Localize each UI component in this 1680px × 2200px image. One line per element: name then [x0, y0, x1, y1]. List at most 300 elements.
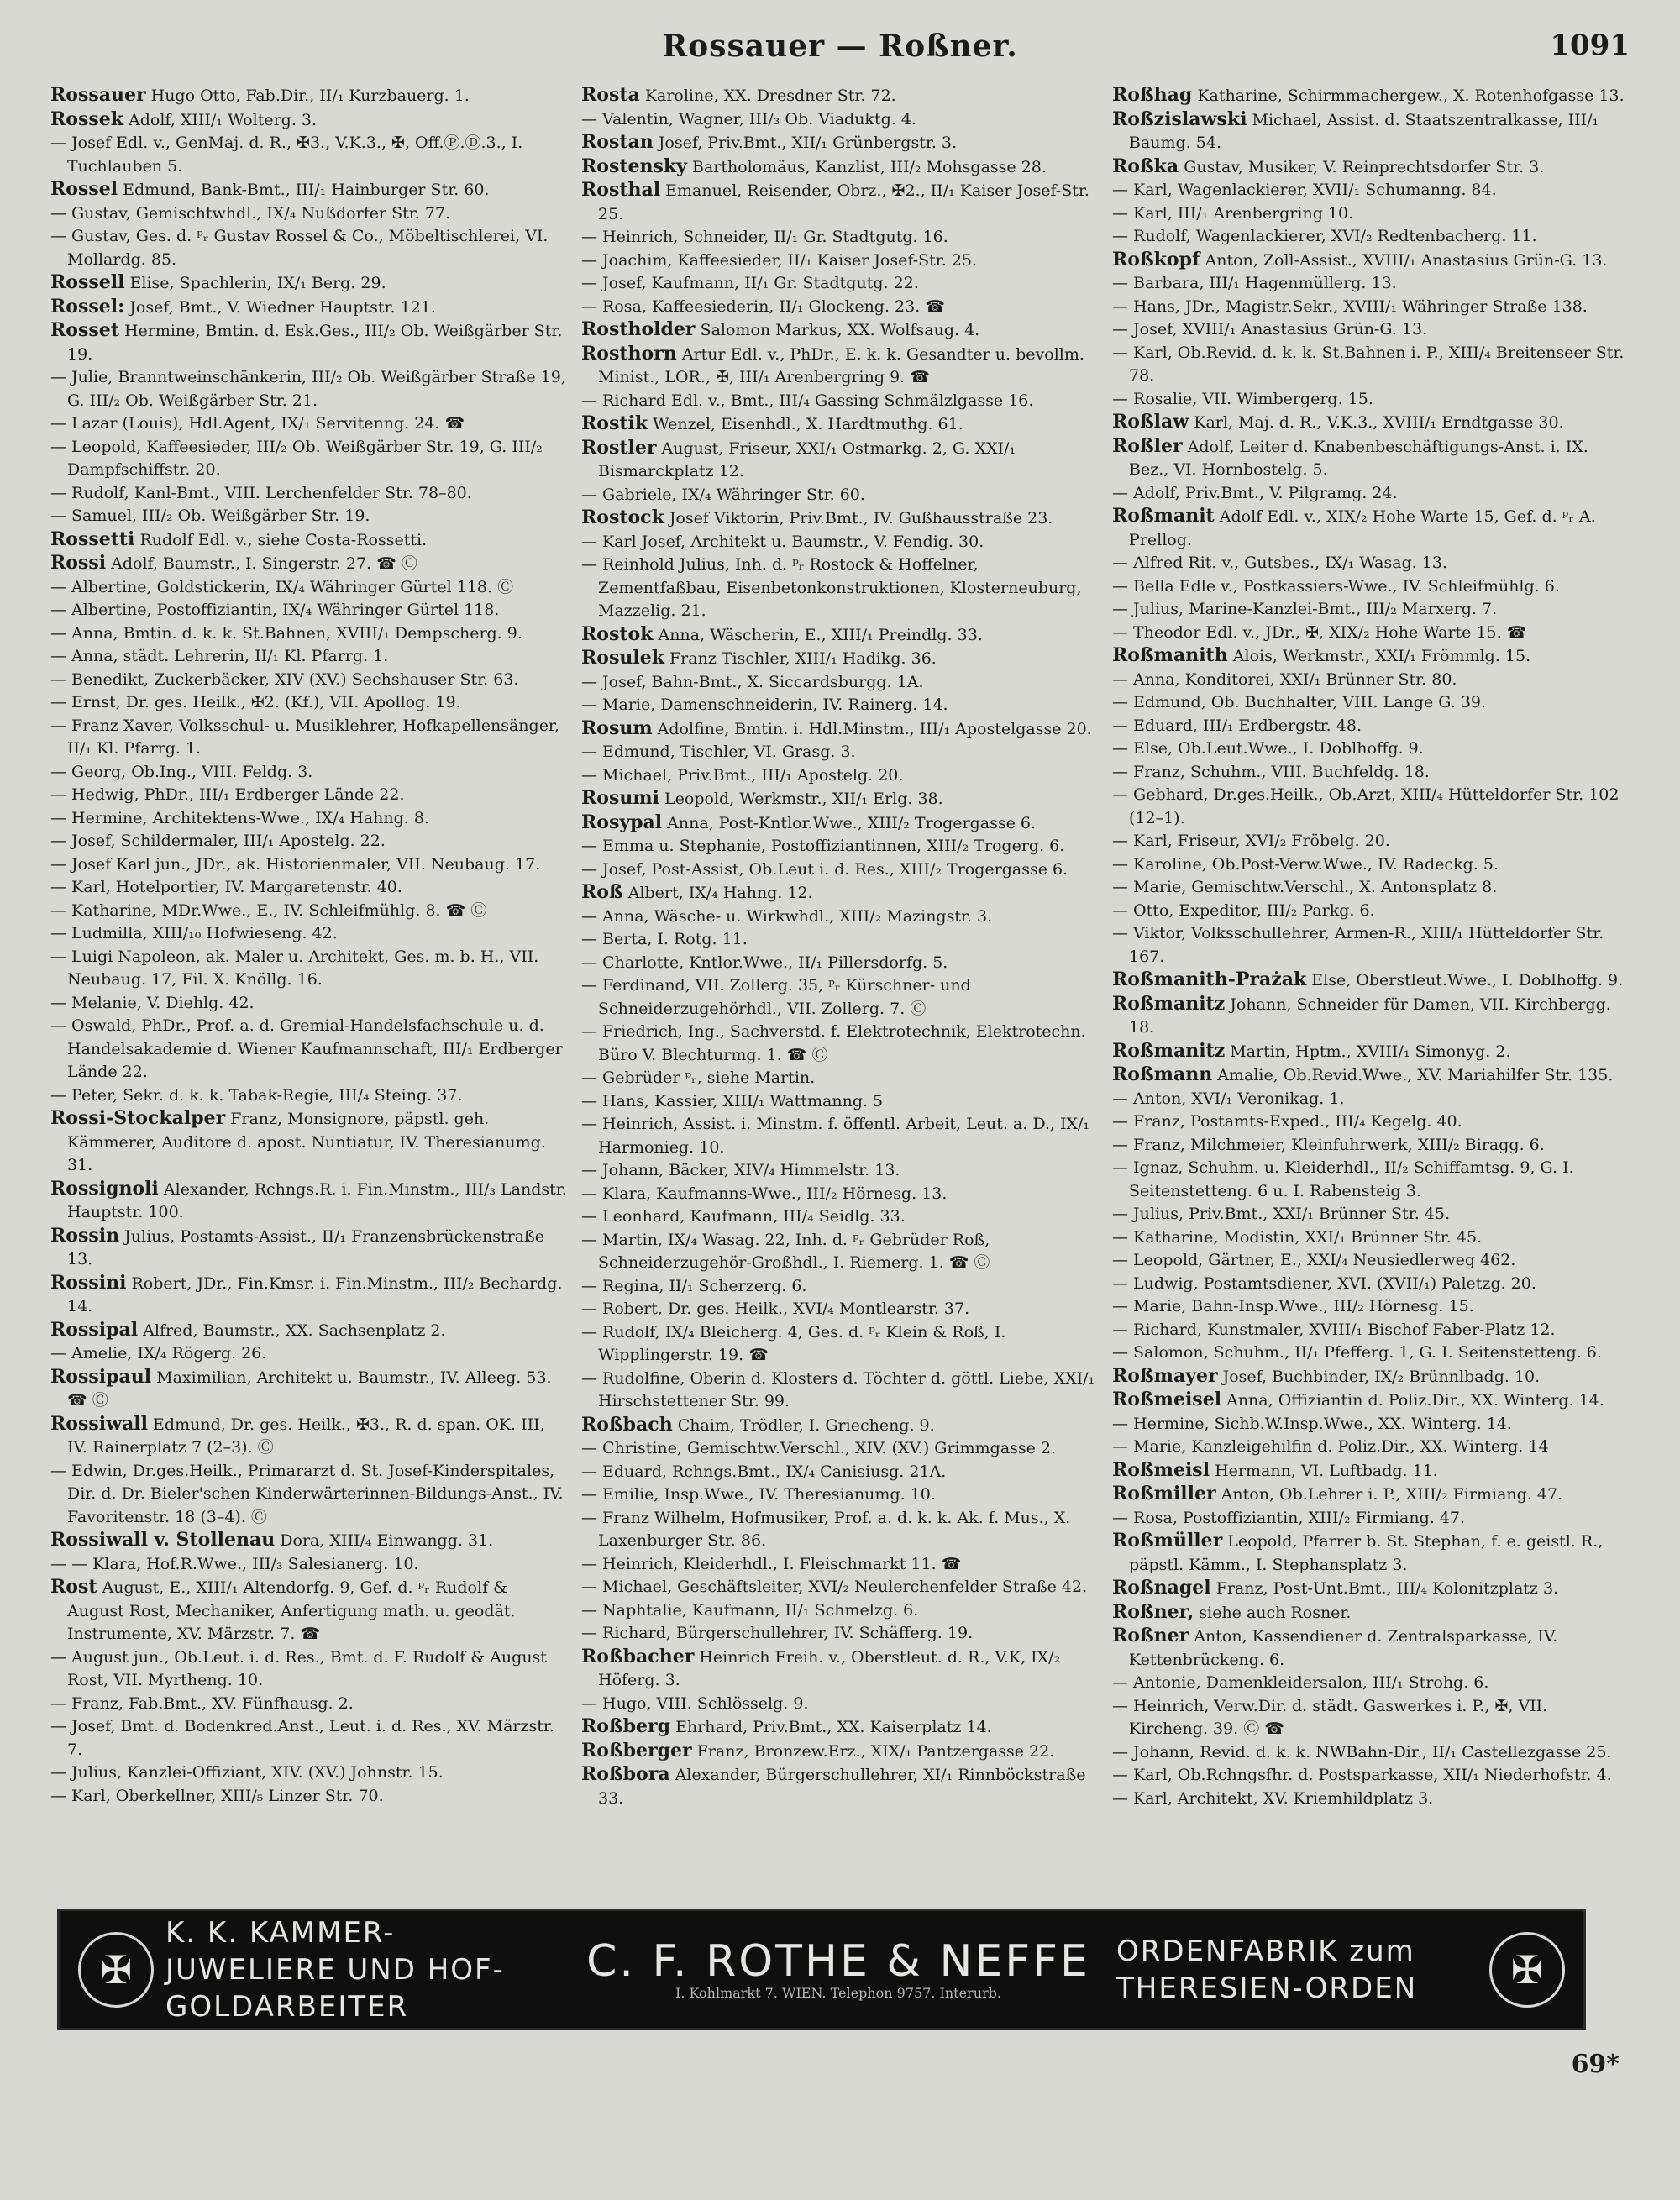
directory-entry	[1112, 1741, 1630, 1765]
entry-details: — Alfred Rit. v., Gutsbes., IX/₁ Wasag. 13.	[1112, 554, 1447, 572]
directory-entry	[50, 599, 568, 622]
directory-entry	[1112, 622, 1630, 645]
entry-details: — Josef, Post-Assist, Ob.Leut i. d. Res., XIII/₂ Trogergasse 6.	[581, 859, 1068, 879]
entry-details: — Anton, XVI/₁ Veronikag. 1.	[1112, 1089, 1345, 1108]
directory-entry	[581, 131, 1099, 155]
directory-entry	[1112, 1040, 1630, 1064]
directory-entry	[50, 296, 568, 320]
entry-surname: Rosum	[581, 717, 653, 739]
directory-entry	[1112, 1365, 1630, 1389]
ad-left-text: K. K. KAMMER-JUWELIERE UND HOF-GOLDARBEITER	[165, 1915, 505, 2024]
entry-details: Franz Tischler, XIII/₁ Hadikg. 36.	[669, 649, 937, 668]
entry-surname: Roßmiller	[1112, 1483, 1216, 1504]
entry-details: — Karl, Oberkellner, XIII/₅ Linzer Str. 70.	[50, 1786, 384, 1805]
entry-surname: Rossel	[50, 178, 118, 200]
directory-entry	[581, 1021, 1099, 1067]
entry-surname: Rossi-Stockalper	[50, 1107, 226, 1129]
ad-center	[572, 1935, 1105, 2002]
directory-entry	[581, 1553, 1099, 1577]
entry-details: Elise, Spachlerin, IX/₁ Berg. 29.	[129, 274, 386, 292]
directory-entry	[581, 531, 1099, 554]
entry-details: Josef Viktorin, Priv.Bmt., IV. Gußhausstraße 23.	[669, 509, 1053, 528]
directory-entry	[1112, 342, 1630, 388]
directory-entry	[1112, 1226, 1630, 1250]
entry-details: — Albertine, Postoffiziantin, IX/₄ Währinger Gürtel 118.	[50, 601, 500, 619]
directory-entry	[50, 576, 568, 600]
entry-details: — Reinhold Julius, Inh. d. ᵖᵣ Rostock & Hoffelner, Zementfaßbau, Eisenbetonkonstruktionen, Klosterneuburg, Mazzelig. 21.	[581, 555, 1082, 620]
entry-details: Maximilian, Architekt u. Baumstr., IV. Alleeg. 53. ☎ Ⓒ	[67, 1368, 552, 1410]
directory-entry	[581, 1159, 1099, 1183]
entry-details: — Franz, Schuhm., VIII. Buchfeldg. 18.	[1112, 762, 1430, 781]
directory-entry	[581, 390, 1099, 413]
entry-details: — Ludwig, Postamtsdiener, XVI. (XVII/₁) Paletzg. 20.	[1112, 1273, 1536, 1293]
entry-details: Anton, Zoll-Assist., XVIII/₁ Anastasius Grün-G. 13.	[1205, 250, 1608, 270]
directory-entry	[50, 1576, 568, 1646]
entry-surname: Roßkopf	[1112, 248, 1200, 270]
directory-entry	[581, 671, 1099, 695]
entry-details: — Katharine, Modistin, XXI/₁ Brünner Str. 45.	[1112, 1227, 1483, 1247]
entry-details: Martin, Hptm., XVIII/₁ Simonyg. 2.	[1230, 1042, 1511, 1061]
ad-brand: C. F. ROTHE & NEFFE	[586, 1935, 1090, 1987]
entry-surname: Roßnagel	[1112, 1577, 1211, 1599]
entry-details: — Emma u. Stephanie, Postoffiziantinnen, XIII/₂ Trogerg. 6.	[581, 837, 1065, 855]
entry-details: Edmund, Dr. ges. Heilk., ✠3., R. d. span. OK. III, IV. Rainerplatz 7 (2–3). Ⓒ	[67, 1415, 545, 1457]
entry-details: — Julius, Marine-Kanzlei-Bmt., III/₂ Marxerg. 7.	[1112, 600, 1498, 618]
entry-details: — Otto, Expeditor, III/₂ Parkg. 6.	[1112, 900, 1375, 920]
entry-surname: Rostholder	[581, 318, 696, 340]
directory-entry	[1112, 1436, 1630, 1459]
entry-details: — Marie, Gemischtw.Verschl., X. Antonsplatz 8.	[1112, 878, 1498, 896]
entry-details: — Heinrich, Assist. i. Minstm. f. öffentl. Arbeit, Leut. a. D., IX/₁ Harmonieg. 10.	[581, 1115, 1090, 1157]
entry-surname: Roßner	[1112, 1625, 1189, 1646]
directory-entry	[1112, 715, 1630, 738]
directory-entry	[50, 1342, 568, 1366]
entry-surname: Roßmüller	[1112, 1530, 1223, 1552]
entry-details: — Berta, I. Rotg. 11.	[581, 930, 748, 948]
entry-details: — Robert, Dr. ges. Heilk., XVI/₄ Montlearstr. 37.	[581, 1300, 970, 1318]
entry-details: — Eduard, Rchngs.Bmt., IX/₄ Canisiusg. 21A.	[581, 1462, 947, 1481]
entry-details: — Gustav, Gemischtwhdl., IX/₄ Nußdorfer Str. 77.	[50, 203, 451, 223]
entry-surname: Roßmanitz	[1112, 1039, 1226, 1062]
directory-entry	[1112, 1483, 1630, 1507]
entry-details: — Charlotte, Kntlor.Wwe., II/₁ Pillersdorfg. 5.	[581, 953, 948, 972]
directory-entry	[581, 928, 1099, 952]
directory-entry	[1112, 1249, 1630, 1273]
entry-details: — Karl, III/₁ Arenbergring 10.	[1112, 203, 1354, 223]
entry-details: — — Klara, Hof.R.Wwe., III/₃ Salesianerg. 10.	[50, 1554, 419, 1573]
entry-details: Dora, XIII/₄ Einwangg. 31.	[280, 1531, 494, 1550]
entry-surname: Roßmeisel	[1112, 1389, 1222, 1410]
entry-details: — Lazar (Louis), Hdl.Agent, IX/₁ Servitenng. 24. ☎	[50, 414, 465, 433]
directory-entry	[581, 437, 1099, 484]
directory-entry	[50, 645, 568, 669]
entry-details: Adolf, XIII/₁ Wolterg. 3.	[129, 110, 318, 129]
entry-details: — Marie, Kanzleigehilfin d. Poliz.Dir., XX. Winterg. 14	[1112, 1437, 1549, 1456]
directory-entry	[1112, 1342, 1630, 1365]
entry-surname: Rossipal	[50, 1318, 139, 1341]
ad-address: I. Kohlmarkt 7. WIEN. Telephon 9757. Interurb.	[675, 1984, 1001, 2001]
directory-entry	[1112, 598, 1630, 622]
directory-entry	[581, 1090, 1099, 1114]
entry-details: — Josef, XVIII/₁ Anastasius Grün-G. 13.	[1112, 320, 1428, 339]
entry-surname: Roßmann	[1112, 1063, 1213, 1085]
entry-surname: Rossell	[50, 271, 125, 293]
entry-details: — Hermine, Sichb.W.Insp.Wwe., XX. Winterg. 14.	[1112, 1414, 1512, 1433]
entry-details: — August jun., Ob.Leut. i. d. Res., Bmt. d. F. Rudolf & August Rost, VII. Myrtheng. 10.	[50, 1647, 547, 1689]
directory-entry	[50, 1015, 568, 1084]
directory-entry	[50, 202, 568, 226]
entry-surname: Rossek	[50, 108, 123, 130]
directory-entry	[581, 1693, 1099, 1716]
entry-details: — Benedikt, Zuckerbäcker, XIV (XV.) Sechshauser Str. 63.	[50, 669, 519, 689]
order-cross-icon: ✠	[1489, 1932, 1565, 2008]
entry-details: — Naphtalie, Kaufmann, II/₁ Schmelzg. 6.	[581, 1600, 919, 1620]
directory-entry	[581, 1576, 1099, 1599]
entry-details: Robert, JDr., Fin.Kmsr. i. Fin.Minstm., III/₂ Bechardg. 14.	[67, 1273, 563, 1315]
directory-entry	[50, 225, 568, 271]
entry-details: Alexander, Bürgerschullehrer, XI/₁ Rinnböckstraße 33.	[598, 1766, 1086, 1806]
entry-details: — Albertine, Goldstickerin, IX/₄ Währinger Gürtel 118. Ⓒ	[50, 577, 514, 596]
directory-entry	[50, 178, 568, 202]
directory-entry	[1112, 575, 1630, 599]
entry-surname: Roßler	[1112, 434, 1183, 457]
entry-details: — Michael, Geschäftsleiter, XVI/₂ Neulerchenfelder Straße 42.	[581, 1578, 1088, 1596]
entry-details: Ehrhard, Priv.Bmt., XX. Kaiserplatz 14.	[675, 1718, 992, 1736]
entry-details: — Gebhard, Dr.ges.Heilk., Ob.Arzt, XIII/₄ Hütteldorfer Str. 102 (12–1).	[1112, 785, 1620, 827]
entry-details: — Amelie, IX/₄ Rögerg. 26.	[50, 1344, 267, 1363]
directory-entry	[581, 1461, 1099, 1484]
directory-entry	[1112, 272, 1630, 296]
entry-details: — Josef Karl jun., JDr., ak. Historienmaler, VII. Neubaug. 17.	[50, 854, 541, 874]
entry-details: — Richard, Bürgerschullehrer, IV. Schäfferg. 19.	[581, 1624, 974, 1642]
directory-entry	[1112, 669, 1630, 692]
entry-surname: Rostock	[581, 507, 664, 528]
entry-details: — Antonie, Damenkleidersalon, III/₁ Strohg. 6.	[1112, 1673, 1489, 1692]
entry-details: Emanuel, Reisender, Obrz., ✠2., II/₁ Kaiser Josef-Str. 25.	[598, 181, 1089, 223]
directory-entry	[581, 1715, 1099, 1740]
directory-entry	[50, 992, 568, 1016]
directory-column-1	[50, 84, 568, 1806]
directory-entry	[1112, 1459, 1630, 1483]
entry-details: Josef, Buchbinder, IX/₂ Brünnlbadg. 10.	[1222, 1367, 1541, 1386]
entry-details: — Oswald, PhDr., Prof. a. d. Gremial-Handelsfachschule u. d. Handelsakademie d. Wiener Kaufmannschaft, III/₁ Erdberger Lände 22.	[50, 1016, 563, 1081]
entry-details: Franz, Bronzew.Erz., XIX/₁ Pantzergasse 22.	[696, 1741, 1055, 1761]
directory-entry	[581, 1740, 1099, 1764]
entry-details: — Marie, Damenschneiderin, IV. Rainerg. 14.	[581, 696, 948, 714]
directory-entry	[1112, 1063, 1630, 1088]
directory-entry	[1112, 969, 1630, 993]
directory-entry	[1112, 1319, 1630, 1342]
entry-details: Katharine, Schirmmachergew., X. Rotenhofgasse 13.	[1197, 87, 1625, 105]
directory-entry	[581, 1646, 1099, 1693]
entry-details: — Josef, Bahn-Bmt., X. Siccardsburgg. 1A.	[581, 672, 924, 691]
entry-details: — Ignaz, Schuhm. u. Kleiderhdl., II/₂ Schiffamtsg. 9, G. I. Seitenstetteng. 6 u. I. Rabensteig 3.	[1112, 1158, 1574, 1200]
entry-details: Anton, Ob.Lehrer i. P., XIII/₂ Firmiang. 47.	[1221, 1485, 1563, 1504]
entry-details: Adolf Edl. v., XIX/₂ Hohe Warte 15, Gef. d. ᵖᵣ A. Prellog.	[1129, 507, 1596, 549]
entry-details: — Edwin, Dr.ges.Heilk., Primararzt d. St. Josef-Kinderspitales, Dir. d. Dr. Bieler'schen Kinderwärterinnen-Bildungs-Anst., IV. Favoritenstr. 18 (3–4). Ⓒ	[50, 1461, 564, 1526]
directory-entry	[50, 1693, 568, 1716]
entry-details: Hermine, Bmtin. d. Esk.Ges., III/₂ Ob. Weißgärber Str. 19.	[67, 322, 563, 364]
directory-entry	[50, 691, 568, 715]
entry-details: — Friedrich, Ing., Sachverstd. f. Elektrotechnik, Elektrotechn. Büro V. Blechturmg. 1. ☎ Ⓒ	[581, 1022, 1086, 1064]
directory-entry	[50, 1646, 568, 1693]
entry-details: — Leopold, Kaffeesieder, III/₂ Ob. Weißgärber Str. 19, G. III/₂ Dampfschiffstr. 20.	[50, 437, 543, 479]
entry-details: Anna, Post-Kntlor.Wwe., XIII/₂ Trogergasse 6.	[667, 813, 1036, 832]
directory-entry	[1112, 225, 1630, 249]
directory-columns	[50, 84, 1630, 1806]
entry-details: — Johann, Bäcker, XIV/₄ Himmelstr. 13.	[581, 1161, 900, 1179]
entry-details: — Franz, Postamts-Exped., III/₄ Kegelg. 40.	[1112, 1112, 1462, 1131]
entry-details: — Anna, Bmtin. d. k. k. St.Bahnen, XVIII/₁ Dempscherg. 9.	[50, 623, 522, 643]
entry-details: Artur Edl. v., PhDr., E. k. k. Gesandter u. bevollm. Minist., LOR., ✠, III/₁ Arenbergring 9. ☎	[598, 344, 1084, 386]
directory-entry	[581, 1067, 1099, 1090]
directory-entry	[50, 366, 568, 412]
entry-details: — Karl, Hotelportier, IV. Margaretenstr. 40.	[50, 878, 402, 896]
entry-details: — Anna, Konditorei, XXI/₁ Brünner Str. 80.	[1112, 669, 1457, 689]
directory-entry	[1112, 993, 1630, 1040]
directory-entry	[50, 1319, 568, 1343]
entry-details: — Katharine, MDr.Wwe., E., IV. Schleifmühlg. 8. ☎ Ⓒ	[50, 900, 487, 920]
directory-entry	[581, 296, 1099, 319]
entry-details: Julius, Postamts-Assist., II/₁ Franzensbrückenstraße 13.	[67, 1226, 544, 1268]
entry-details: — Gustav, Ges. d. ᵖᵣ Gustav Rossel & Co., Möbeltischlerei, VI. Mollardg. 85.	[50, 227, 549, 269]
directory-entry	[581, 108, 1099, 132]
entry-surname: Rossini	[50, 1271, 127, 1294]
directory-entry	[581, 1483, 1099, 1507]
entry-surname: Roßlaw	[1112, 411, 1189, 433]
entry-details: — Julius, Priv.Bmt., XXI/₁ Brünner Str. 45.	[1112, 1205, 1450, 1223]
entry-details: — Rosa, Postoffiziantin, XIII/₂ Firmiang. 47.	[1112, 1508, 1466, 1527]
entry-surname: Rosthorn	[581, 342, 677, 365]
directory-entry	[1112, 922, 1630, 969]
directory-entry	[50, 1460, 568, 1530]
entry-details: — Franz Wilhelm, Hofmusiker, Prof. a. d. k. k. Ak. f. Mus., X. Laxenburger Str. 86.	[581, 1508, 1071, 1550]
entry-details: — Richard Edl. v., Bmt., III/₄ Gassing Schmälzlgasse 16.	[581, 391, 1034, 410]
directory-entry	[50, 132, 568, 178]
directory-entry	[50, 1272, 568, 1319]
entry-surname: Rossignoli	[50, 1177, 159, 1200]
entry-details: — Richard, Kunstmaler, XVIII/₁ Bischof Faber-Platz 12.	[1112, 1320, 1556, 1339]
entry-details: — Julius, Kanzlei-Offiziant, XIV. (XV.) Johnstr. 15.	[50, 1763, 444, 1782]
entry-details: — Marie, Bahn-Insp.Wwe., III/₂ Hörnesg. 15.	[1112, 1297, 1474, 1315]
entry-details: — Gebrüder ᵖᵣ, siehe Martin.	[581, 1068, 816, 1087]
entry-surname: Rost	[50, 1576, 97, 1598]
entry-surname: Rostok	[581, 622, 654, 645]
directory-entry	[581, 1599, 1099, 1623]
directory-entry	[581, 952, 1099, 975]
entry-details: — Gabriele, IX/₄ Währinger Str. 60.	[581, 485, 865, 504]
directory-entry	[50, 1084, 568, 1108]
entry-details: — Luigi Napoleon, ak. Maler u. Architekt, Ges. m. b. H., VII. Neubaug. 17, Fil. X. Knöllg. 16.	[50, 947, 539, 989]
directory-entry	[1112, 1295, 1630, 1319]
directory-entry	[50, 108, 568, 133]
directory-entry	[581, 1205, 1099, 1229]
directory-entry	[1112, 644, 1630, 669]
directory-entry	[50, 528, 568, 553]
entry-surname: Rostik	[581, 412, 648, 434]
entry-details: — Rudolfine, Oberin d. Klosters d. Töchter d. göttl. Liebe, XXI/₁ Hirschstettener Str. 99.	[581, 1368, 1095, 1410]
entry-details: — Hans, JDr., Magistr.Sekr., XVIII/₁ Währinger Straße 138.	[1112, 297, 1588, 316]
entry-surname: Roßbora	[581, 1763, 670, 1785]
directory-entry	[50, 830, 568, 853]
directory-entry	[581, 1229, 1099, 1275]
entry-details: — Heinrich, Kleiderhdl., I. Fleischmarkt 11. ☎	[581, 1554, 962, 1573]
entry-details: — Ferdinand, VII. Zollerg. 35, ᵖᵣ Kürschner- und Schneiderzugehörhdl., VII. Zollerg. 7. Ⓒ	[581, 976, 971, 1018]
directory-entry	[1112, 1088, 1630, 1111]
directory-entry	[50, 1225, 568, 1272]
entry-surname: Roßner,	[1112, 1600, 1194, 1623]
entry-details: Michael, Assist. d. Staatszentralkasse, III/₁ Baumg. 54.	[1129, 110, 1599, 152]
entry-details: — Karl, Wagenlackierer, XVII/₁ Schumanng. 84.	[1112, 181, 1497, 199]
directory-entry	[50, 412, 568, 436]
directory-entry	[581, 226, 1099, 249]
entry-details: Amalie, Ob.Revid.Wwe., XV. Mariahilfer Str. 135.	[1217, 1066, 1614, 1084]
entry-details: — Edmund, Tischler, VI. Grasg. 3.	[581, 743, 856, 761]
page-number: 1091	[1550, 29, 1630, 62]
directory-entry	[50, 784, 568, 807]
directory-entry	[1112, 155, 1630, 180]
page-header	[50, 29, 1630, 79]
entry-surname: Rossi	[50, 552, 107, 574]
directory-entry	[50, 1413, 568, 1460]
directory-entry	[581, 1321, 1099, 1368]
entry-details: Adolf, Baumstr., I. Singerstr. 27. ☎ Ⓒ	[111, 554, 417, 573]
directory-entry	[1112, 1157, 1630, 1203]
directory-entry	[581, 272, 1099, 296]
entry-details: — Leonhard, Kaufmann, III/₄ Seidlg. 33.	[581, 1207, 906, 1226]
entry-details: Anna, Wäscherin, E., XIII/₁ Preindlg. 33.	[658, 625, 983, 644]
directory-entry	[1112, 1413, 1630, 1436]
entry-details: — Valentin, Wagner, III/₃ Ob. Viaduktg. 4.	[581, 109, 916, 129]
entry-details: Heinrich Freih. v., Oberstleut. d. R., V.K, IX/₂ Höferg. 3.	[598, 1647, 1061, 1689]
directory-entry	[1112, 202, 1630, 226]
directory-entry	[581, 835, 1099, 858]
directory-entry	[50, 761, 568, 785]
directory-entry	[50, 84, 568, 108]
entry-details: Salomon Markus, XX. Wolfsaug. 4.	[700, 321, 980, 339]
entry-surname: Rosulek	[581, 647, 664, 669]
directory-entry	[1112, 1601, 1630, 1625]
directory-entry	[1112, 84, 1630, 108]
directory-entry	[1112, 691, 1630, 715]
directory-entry	[581, 1183, 1099, 1206]
entry-surname: Roßmayer	[1112, 1364, 1218, 1387]
directory-entry	[1112, 1203, 1630, 1226]
entry-surname: Roßbach	[581, 1413, 673, 1436]
directory-entry	[581, 647, 1099, 671]
directory-entry	[50, 1715, 568, 1762]
directory-entry	[1112, 108, 1630, 155]
directory-entry	[50, 482, 568, 506]
entry-surname: Roßmanit	[1112, 505, 1215, 527]
entry-details: — Bella Edle v., Postkassiers-Wwe., IV. Schleifmühlg. 6.	[1112, 576, 1560, 596]
ad-right-text: ORDENFABRIK zum THERESIEN-ORDEN	[1116, 1934, 1418, 2005]
entry-details: Leopold, Werkmstr., XII/₁ Erlg. 38.	[664, 790, 943, 808]
directory-entry	[581, 343, 1099, 390]
entry-surname: Roßzislawski	[1112, 108, 1247, 130]
directory-entry	[581, 764, 1099, 788]
entry-details: — Hans, Kassier, XIII/₁ Wattmanng. 5	[581, 1091, 884, 1111]
directory-entry	[50, 876, 568, 900]
directory-entry	[1112, 1389, 1630, 1413]
entry-details: Anna, Offiziantin d. Poliz.Dir., XX. Winterg. 14.	[1226, 1391, 1604, 1410]
directory-entry	[581, 906, 1099, 929]
directory-entry	[581, 717, 1099, 742]
directory-entry	[581, 179, 1099, 226]
directory-column-3	[1112, 84, 1630, 1806]
directory-entry	[581, 974, 1099, 1021]
directory-entry	[1112, 900, 1630, 923]
directory-entry	[50, 1107, 568, 1178]
entry-surname: Rosta	[581, 84, 640, 106]
directory-entry	[581, 507, 1099, 531]
entry-surname: Roßmanitz	[1112, 992, 1226, 1015]
entry-details: — Viktor, Volksschullehrer, Armen-R., XIII/₁ Hütteldorfer Str. 167.	[1112, 924, 1604, 966]
entry-details: — Heinrich, Verw.Dir. d. städt. Gaswerkes i. P., ✠, VII. Kircheng. 39. Ⓒ ☎	[1112, 1696, 1548, 1738]
entry-details: Bartholomäus, Kanzlist, III/₂ Mohsgasse 28.	[691, 157, 1047, 176]
directory-entry	[1112, 249, 1630, 273]
directory-entry	[581, 1275, 1099, 1299]
entry-details: Hugo Otto, Fab.Dir., II/₁ Kurzbauerg. 1.	[150, 87, 470, 105]
directory-entry	[1112, 1111, 1630, 1134]
entry-surname: Roßmanith	[1112, 644, 1228, 666]
entry-details: — Johann, Revid. d. k. k. NWBahn-Dir., II/₁ Castellezgasse 25.	[1112, 1742, 1612, 1762]
entry-details: — Heinrich, Schneider, II/₁ Gr. Stadtgutg. 16.	[581, 228, 948, 246]
directory-entry	[1112, 411, 1630, 435]
directory-entry	[581, 1113, 1099, 1159]
directory-entry	[1112, 1672, 1630, 1695]
directory-entry	[50, 622, 568, 646]
directory-entry	[1112, 435, 1630, 482]
entry-surname: Roßka	[1112, 155, 1179, 177]
directory-entry	[50, 669, 568, 692]
directory-entry	[50, 807, 568, 831]
entry-surname: Roßmeisl	[1112, 1458, 1210, 1481]
directory-entry	[50, 1366, 568, 1413]
entry-details: Adolfine, Bmtin. i. Hdl.Minstm., III/₁ Apostelgasse 20.	[657, 719, 1092, 738]
entry-surname: Rostan	[581, 131, 654, 153]
directory-entry	[50, 1178, 568, 1225]
entry-details: — Georg, Ob.Ing., VIII. Feldg. 3.	[50, 762, 313, 781]
entry-surname: Rossel:	[50, 295, 125, 318]
directory-entry	[50, 271, 568, 296]
directory-entry	[581, 623, 1099, 648]
entry-details: — Josef, Schildermaler, III/₁ Apostelg. 22.	[50, 832, 386, 850]
directory-entry	[581, 84, 1099, 108]
entry-details: Gustav, Musiker, V. Reinprechtsdorfer Str. 3.	[1184, 157, 1545, 176]
directory-entry	[581, 1622, 1099, 1646]
entry-details: August, E., XIII/₁ Altendorfg. 9, Gef. d. ᵖᵣ Rudolf & August Rost, Mechaniker, Anfertigung math. u. geodät. Instrumente, XV. Märzstr. 7. ☎	[67, 1578, 516, 1643]
entry-details: Wenzel, Eisenhdl., X. Hardtmuthg. 61.	[653, 415, 963, 433]
directory-entry	[581, 858, 1099, 882]
directory-entry	[581, 1507, 1099, 1553]
entry-surname: Roßbacher	[581, 1645, 695, 1667]
entry-details: Rudolf Edl. v., siehe Costa-Rossetti.	[139, 530, 428, 549]
entry-surname: Roßberger	[581, 1739, 692, 1762]
directory-entry	[581, 412, 1099, 437]
entry-surname: Rostensky	[581, 155, 687, 177]
entry-details: — Karl, Ob.Rchngsfhr. d. Postsparkasse, XII/₁ Niederhofstr. 4.	[1112, 1766, 1612, 1784]
entry-details: — Rudolf, Kanl-Bmt., VIII. Lerchenfelder Str. 78–80.	[50, 483, 472, 502]
entry-details: Albert, IX/₄ Hahng. 12.	[627, 884, 813, 902]
entry-details: — Karoline, Ob.Post-Verw.Wwe., IV. Radeckg. 5.	[1112, 854, 1499, 874]
directory-entry	[581, 881, 1099, 906]
entry-surname: Rossiwall	[50, 1412, 148, 1435]
entry-surname: Roßmanith-Prażak	[1112, 969, 1307, 990]
entry-details: — Anna, Wäsche- u. Wirkwhdl., XIII/₂ Mazingstr. 3.	[581, 906, 993, 926]
entry-details: — Peter, Sekr. d. k. k. Tabak-Regie, III/₄ Steing. 37.	[50, 1085, 463, 1105]
directory-entry	[1112, 179, 1630, 202]
